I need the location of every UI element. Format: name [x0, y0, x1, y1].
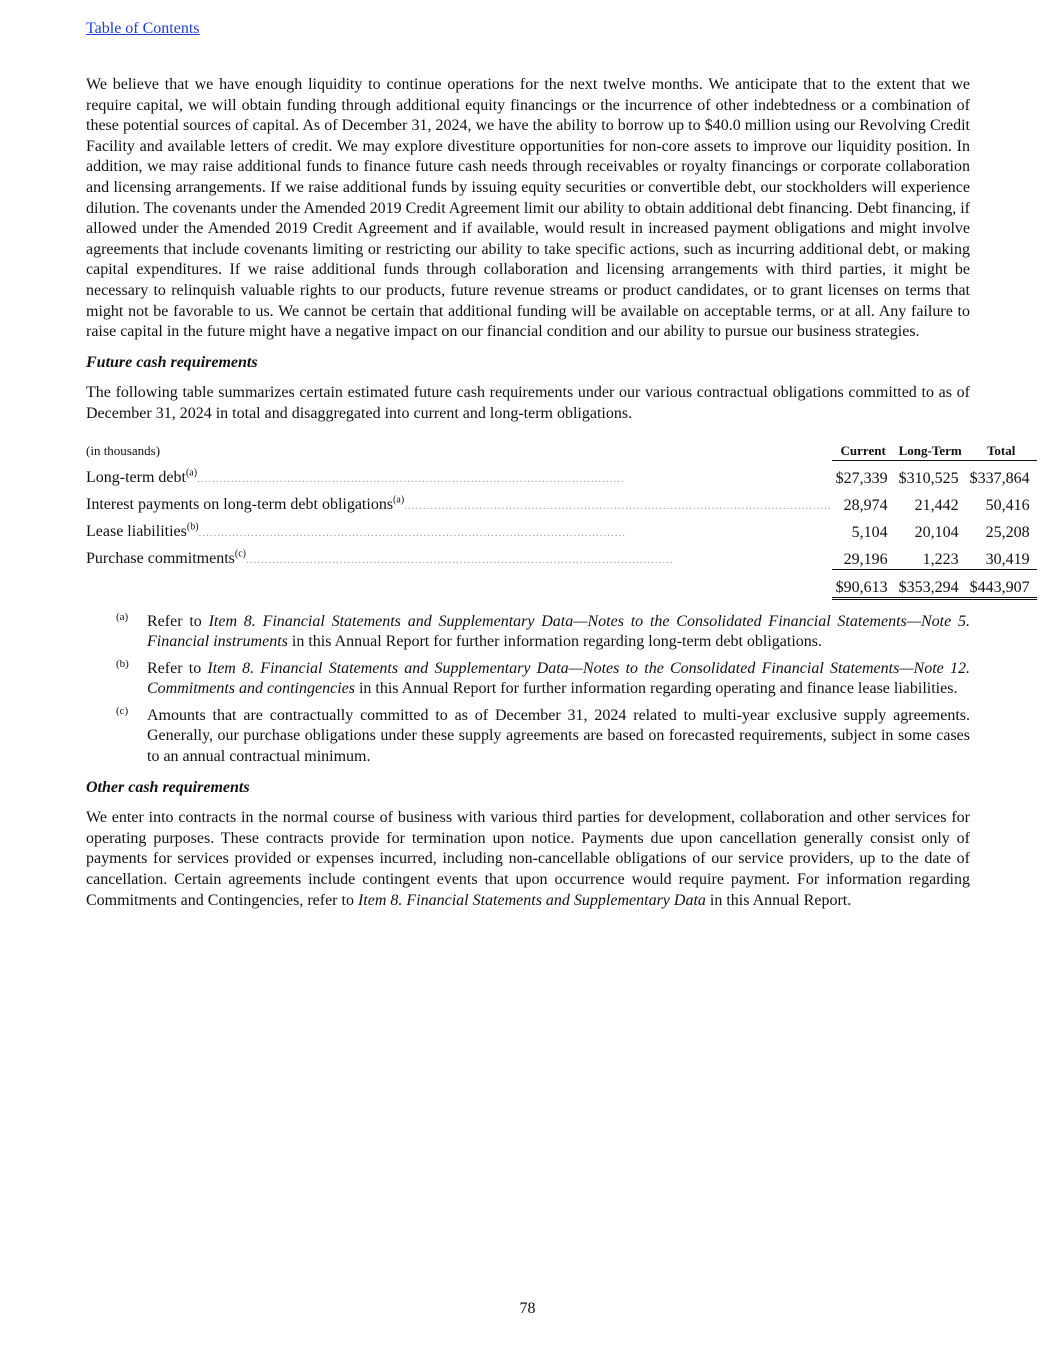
cell-long-term: 21,442: [914, 496, 959, 514]
future-cash-heading: Future cash requirements: [86, 353, 258, 371]
footnote-mark: (a): [116, 610, 129, 623]
dollar-sign: $: [966, 569, 978, 598]
dollar-sign: $: [832, 569, 844, 598]
other-cash-heading: Other cash requirements: [86, 778, 250, 796]
cell-total: 337,864: [977, 469, 1030, 487]
header-total: Total: [966, 440, 1037, 461]
cell-current: 29,196: [844, 542, 895, 570]
cell-long-term: 20,104: [914, 523, 959, 541]
cell-current: 5,104: [851, 523, 888, 541]
row-label: Interest payments on long-term debt obligations$^{(a)}$..................................................................................................................: [86, 494, 832, 513]
cell-total: 25,208: [985, 523, 1030, 541]
row-label: Long-term debt$^{(a)}$..................................................................................................................: [86, 467, 625, 486]
footnote-b: (b) Refer to Item 8. Financial Statements and Supplementary Data—Notes to the Consolidated Financial Statements—Note 12. Commitments and contingencies in this Annual Report for further information regarding operating and finance lease liabilities.: [86, 659, 970, 700]
dollar-sign: $: [895, 569, 907, 598]
row-label: Purchase commitments$^{(c)}$..................................................................................................................: [86, 548, 674, 567]
liquidity-paragraph: We believe that we have enough liquidity to continue operations for the next twelve months. We anticipate that to the extent that we require capital, we will obtain funding through additional equity financings or the incurrence of other indebtedness or a combination of these potential sources of capital. As of December 31, 2024, we have the ability to borrow up to $40.0 million using our Revolving Credit Facility and available letters of credit. We may explore divestiture opportunities for non-core assets to improve our liquidity position. In addition, we may raise additional funds to finance future cash needs through receivables or royalty financings or corporate collaboration and licensing arrangements. If we raise additional funds by issuing equity securities or convertible debt, our stockholders will experience dilution. The covenants under the Amended 2019 Credit Agreement limit our ability to obtain additional debt financing. Debt financing, if allowed under the Amended 2019 Credit Agreement and if available, would result in increased payment obligations and might involve agreements that include covenants limiting or restricting our ability to take specific actions, such as incurring additional debt, or making capital expenditures. If we raise additional funds through collaboration and licensing arrangements with third parties, it might be necessary to relinquish valuable rights to our products, future revenue streams or product candidates, or to grant licenses on terms that might not be favorable to us. We cannot be certain that additional funding will be available on acceptable terms, or at all. Any failure to raise capital in the future might have a negative impact on our financial condition and our ability to pursue our business strategies.: [86, 76, 970, 341]
header-current: Current: [832, 440, 895, 461]
footnotes: [86, 612, 970, 768]
cell-current: 28,974: [843, 496, 888, 514]
total-current: 90,613: [844, 569, 895, 598]
total-total: 443,907: [978, 569, 1037, 598]
future-cash-intro: The following table summarizes certain estimated future cash requirements under our various contractual obligations committed to as of December 31, 2024 in total and disaggregated into current and long-term obligations.: [86, 384, 970, 422]
table-row: [86, 515, 1037, 542]
table-row: [86, 542, 1037, 570]
table-header-row: [86, 440, 1037, 461]
page-number: 78: [519, 1300, 536, 1317]
cell-total: 50,416: [985, 496, 1030, 514]
dollar-sign: $: [835, 469, 844, 487]
header-long-term: Long-Term: [895, 440, 966, 461]
cell-long-term: 1,223: [907, 542, 966, 570]
total-long-term: 353,294: [907, 569, 966, 598]
footnote-c: (c) Amounts that are contractually committed to as of December 31, 2024 related to multi-year exclusive supply agreements. Generally, our purchase obligations under these supply agreements are based on forecasted requirements, subject in some cases to an annual contractual minimum.: [86, 706, 970, 768]
row-label: Lease liabilities$^{(b)}$..................................................................................................................: [86, 521, 627, 540]
dollar-sign: $: [969, 469, 978, 487]
cell-long-term: 310,525: [906, 469, 959, 487]
footnote-mark: (c): [116, 704, 129, 717]
table-total-row: [86, 569, 1037, 598]
footnote-a: (a) Refer to Item 8. Financial Statements and Supplementary Data—Notes to the Consolidated Financial Statements—Note 5. Financial instruments in this Annual Report for further information regarding long-term debt obligations.: [86, 612, 970, 653]
table-row: [86, 460, 1037, 488]
dollar-sign: $: [898, 469, 907, 487]
table-row: [86, 488, 1037, 515]
cash-requirements-table: [86, 440, 1037, 600]
unit-label: (in thousands): [86, 443, 161, 458]
page-content: [86, 75, 1030, 911]
table-of-contents-link[interactable]: Table of Contents: [86, 20, 200, 37]
other-cash-paragraph: We enter into contracts in the normal course of business with various third parties for development, collaboration and other services for operating purposes. These contracts provide for termination upon notice. Payments due upon cancellation generally consist only of payments for services provided or expenses incurred, including non-cancellable obligations of our service providers, up to the date of cancellation. Certain agreements include contingent events that upon occurrence would require payment. For information regarding Commitments and Contingencies, refer to Item 8. Financial Statements and Supplementary Data in this Annual Report.: [86, 809, 970, 909]
cell-current: 27,339: [843, 469, 888, 487]
cell-total: 30,419: [978, 542, 1037, 570]
footnote-mark: (b): [116, 657, 129, 670]
